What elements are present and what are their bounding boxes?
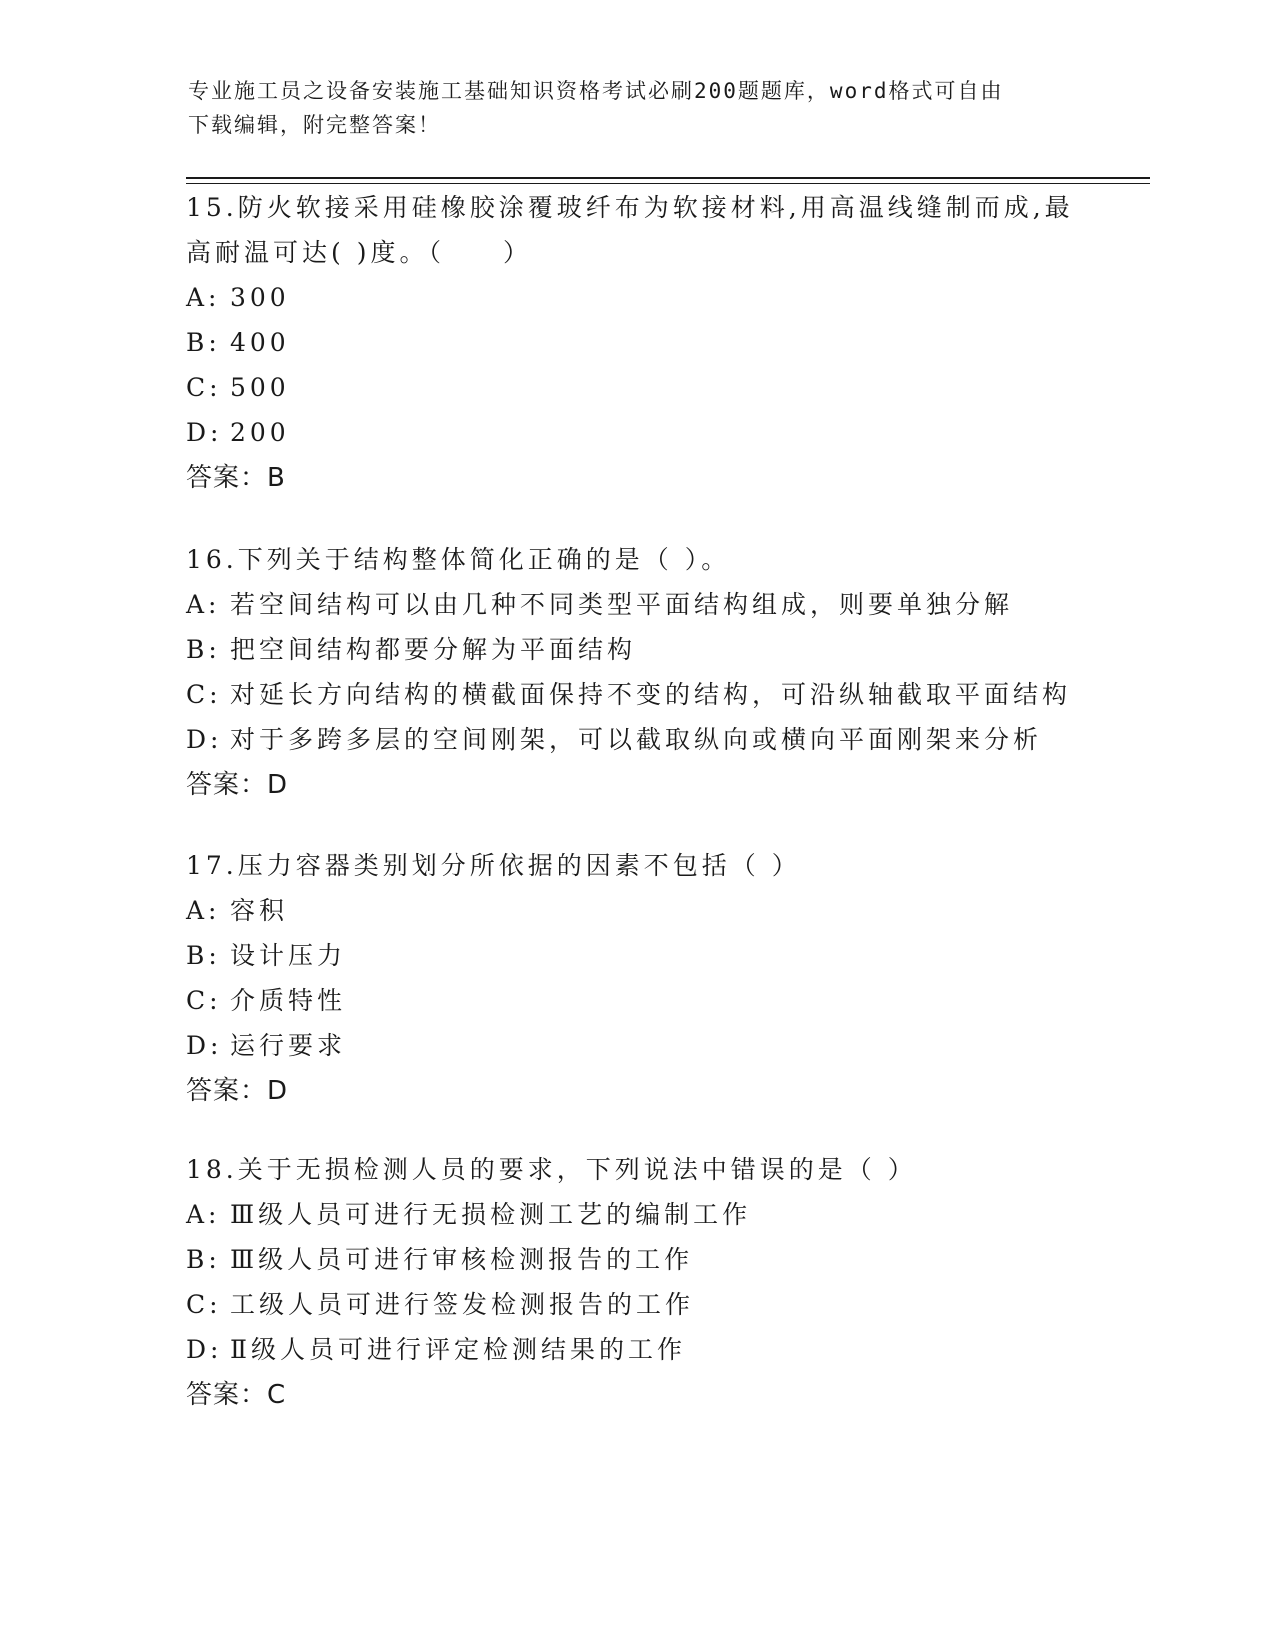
- question-stem-line-1: 17.压力容器类别划分所依据的因素不包括（ ）: [186, 851, 801, 880]
- option-key: C:: [186, 1290, 222, 1319]
- answer-line: 答案：C: [186, 1380, 287, 1410]
- header-line-1: 专业施工员之设备安装施工基础知识资格考试必刷200题题库，word格式可自由: [188, 79, 1004, 103]
- option-b: [186, 1237, 1086, 1282]
- option-a: [186, 1192, 1086, 1237]
- option-text: 400: [230, 328, 290, 357]
- option-c: [186, 672, 1086, 717]
- option-c: [186, 978, 1086, 1023]
- option-key: B:: [186, 635, 221, 664]
- option-d: [186, 1327, 1086, 1372]
- option-key: B:: [186, 941, 221, 970]
- option-b: [186, 627, 1086, 672]
- question-stem-line-2: 高耐温可达( )度。（ ）: [186, 238, 532, 267]
- option-b: [186, 933, 1086, 978]
- option-text: 对于多跨多层的空间刚架，可以截取纵向或横向平面刚架来分析: [230, 725, 1043, 754]
- option-text: 工级人员可进行签发检测报告的工作: [230, 1290, 695, 1319]
- question-stem-line-1: 16.下列关于结构整体简化正确的是（ ）。: [186, 545, 731, 574]
- option-key: C:: [186, 373, 222, 402]
- option-b: [186, 320, 1086, 365]
- header-line-2: 下载编辑，附完整答案！: [188, 113, 441, 137]
- question-stem-line-1: 15.防火软接采用硅橡胶涂覆玻纤布为软接材料,用高温线缝制而成,最: [186, 193, 1074, 222]
- option-c: [186, 1282, 1086, 1327]
- option-text: 把空间结构都要分解为平面结构: [230, 635, 637, 664]
- option-text: 容积: [230, 896, 289, 925]
- question-16: [186, 537, 1086, 808]
- header-divider-thick: [186, 177, 1150, 179]
- answer-line: 答案：B: [186, 463, 286, 493]
- option-text: Ⅲ级人员可进行审核检测报告的工作: [230, 1245, 694, 1274]
- option-c: [186, 365, 1086, 410]
- option-text: 300: [230, 283, 290, 312]
- option-d: [186, 410, 1086, 455]
- option-text: 设计压力: [230, 941, 347, 970]
- option-key: C:: [186, 680, 222, 709]
- option-a: [186, 582, 1086, 627]
- option-d: [186, 1023, 1086, 1068]
- option-text: 介质特性: [230, 986, 347, 1015]
- option-a: [186, 275, 1086, 320]
- option-key: A:: [186, 896, 221, 925]
- question-17: [186, 843, 1086, 1114]
- option-text: 对延长方向结构的横截面保持不变的结构，可沿纵轴截取平面结构: [230, 680, 1072, 709]
- option-key: B:: [186, 328, 221, 357]
- option-a: [186, 888, 1086, 933]
- answer-line: 答案：D: [186, 1076, 289, 1106]
- option-key: D:: [186, 725, 223, 754]
- option-key: B:: [186, 1245, 221, 1274]
- question-15: [186, 185, 1086, 501]
- option-text: 运行要求: [230, 1031, 347, 1060]
- option-text: Ⅱ级人员可进行评定检测结果的工作: [230, 1335, 686, 1364]
- option-text: 200: [230, 418, 290, 447]
- option-key: C:: [186, 986, 222, 1015]
- option-text: 500: [230, 373, 290, 402]
- option-key: A:: [186, 590, 221, 619]
- option-text: 若空间结构可以由几种不同类型平面结构组成，则要单独分解: [230, 590, 1014, 619]
- header-divider-thin: [186, 183, 1150, 184]
- question-stem-line-1: 18.关于无损检测人员的要求，下列说法中错误的是（ ）: [186, 1155, 917, 1184]
- option-text: Ⅲ级人员可进行无损检测工艺的编制工作: [230, 1200, 752, 1229]
- option-key: A:: [186, 283, 221, 312]
- option-key: D:: [186, 1335, 223, 1364]
- question-18: [186, 1147, 1086, 1418]
- answer-line: 答案：D: [186, 770, 289, 800]
- option-d: [186, 717, 1086, 762]
- option-key: D:: [186, 418, 223, 447]
- option-key: A:: [186, 1200, 221, 1229]
- document-header: [188, 74, 1068, 142]
- option-key: D:: [186, 1031, 223, 1060]
